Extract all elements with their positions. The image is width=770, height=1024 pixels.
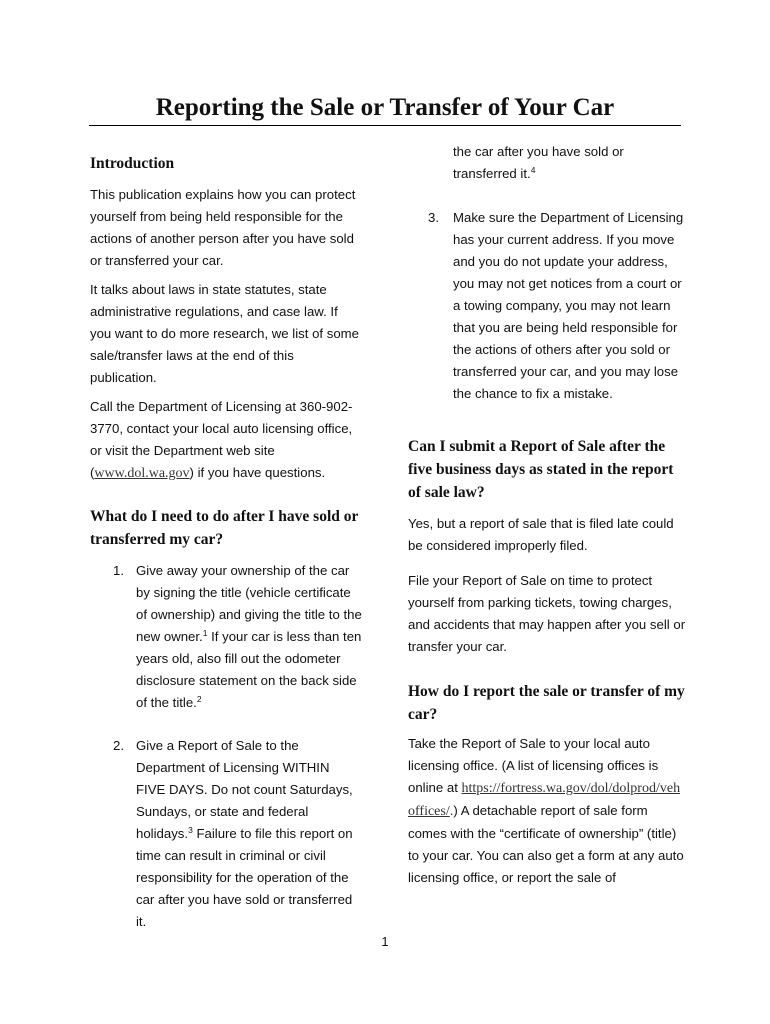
- page-title: Reporting the Sale or Transfer of Your Car: [155, 94, 615, 121]
- list-item: [90, 560, 362, 714]
- what-to-do-heading: What do I need to do after I have sold or transferred my car?: [90, 508, 359, 548]
- list-item: [408, 207, 686, 405]
- title-underline: [89, 125, 681, 126]
- how-to-report-start: Take the Report of Sale to your local auto licensing office. (A list of licensing offices is online at: [408, 736, 659, 795]
- list-item-text-cont: Failure to file this report on time can result in criminal or civil responsibility for the operation of the car after you have sold or transferred it.: [136, 826, 353, 929]
- footnote-ref: 1: [202, 628, 208, 638]
- list-item-continuation: [408, 141, 686, 185]
- list-item-text-overflow: the car after you have sold or transferred it.: [453, 144, 624, 181]
- intro-paragraph-3: [90, 396, 362, 485]
- list-item-text-cont: If your car is less than ten years old, also fill out the odometer disclosure statement on the back side of the title.: [136, 629, 362, 710]
- intro-heading: Introduction: [90, 155, 175, 172]
- intro-paragraph-3-end: ) if you have questions.: [189, 465, 326, 480]
- left-column: [90, 152, 362, 933]
- list-item: [90, 735, 362, 933]
- list-item-number: 2.: [113, 738, 124, 753]
- footnote-ref: 2: [196, 694, 202, 704]
- page-number: 1: [381, 934, 389, 949]
- list-item-text: Make sure the Department of Licensing has your current address. If you move and you do not update your address, you may not get notices from a court or a towing company, you may not learn that you are being held responsible for the actions of others after you sold or transferred your car, and you may lose the chance to fix a mistake.: [453, 210, 684, 401]
- footnote-ref: 3: [188, 825, 193, 835]
- licensing-offices-link[interactable]: https://fortress.wa.gov/dol/dolprod/vehoffices/: [408, 781, 681, 819]
- list-item-number: 3.: [428, 210, 439, 225]
- how-to-report-heading: How do I report the sale or transfer of my car?: [408, 683, 685, 723]
- late-report-paragraph-1: Yes, but a report of sale that is filed late could be considered improperly filed.: [408, 516, 674, 553]
- how-to-report-end: .) A detachable report of sale form comes with the “certificate of ownership” (title) to your car. You can also get a form at any auto licensing office, or report the sale of: [408, 803, 684, 885]
- list-item-text: Give away your ownership of the car by signing the title (vehicle certificate of ownership) and giving the title to the new owner.: [136, 563, 362, 644]
- right-column: [408, 141, 686, 889]
- late-report-heading: Can I submit a Report of Sale after the five business days as stated in the report of sale law?: [408, 438, 674, 501]
- footnote-ref: 4: [530, 165, 536, 175]
- intro-paragraph-2: It talks about laws in state statutes, state administrative regulations, and case law. If you want to do more research, we list of some sale/transfer laws at the end of this publication.: [90, 282, 359, 385]
- list-item-number: 1.: [113, 563, 124, 578]
- intro-paragraph-1: This publication explains how you can protect yourself from being held responsible for the actions of another person after you have sold or transferred your car.: [90, 187, 356, 268]
- how-to-report-paragraph: [408, 733, 686, 889]
- intro-paragraph-3-start: Call the Department of Licensing at 360-902-3770, contact your local auto licensing office, or visit the Department web site (: [90, 399, 353, 480]
- list-item-text: Give a Report of Sale to the Department of Licensing WITHIN FIVE DAYS. Do not count Saturdays, Sundays, or state and federal holidays.: [136, 738, 353, 841]
- dol-website-link[interactable]: www.dol.wa.gov: [94, 466, 190, 481]
- late-report-paragraph-2: File your Report of Sale on time to protect yourself from parking tickets, towing charges, and accidents that may happen after you sell or transfer your car.: [408, 573, 686, 654]
